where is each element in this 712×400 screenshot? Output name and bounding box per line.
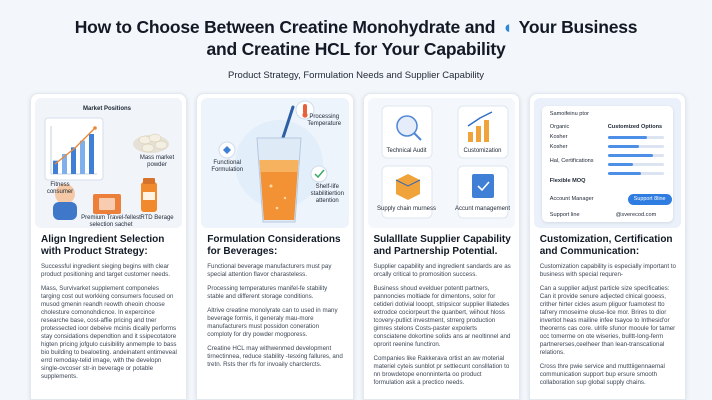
- label-rtd-beverage: RTD Berage: [140, 215, 174, 221]
- option-progress-bar: [608, 136, 664, 139]
- option-progress-bar: [608, 145, 664, 148]
- card-paragraph: Business shoud evelduer potentt partners, pannoncies moltiade for dimentons, solor for cetideri dotivial looopt, stripsicor supplier Illatedes extrodce cociorpeurt the quanbert, wiihout hloss tcovery-putlict investment, strrerg production gimres stelons Costs-paster expolerts consciatene dokortine solids ans ar neoltinnel and oprorit reenine functiron.: [373, 285, 511, 348]
- supplier-illustration: [368, 98, 515, 228]
- account-manager-label: Account Manager: [549, 196, 594, 202]
- card-paragraph: Successful ingredient sieging begins with clear product positioning and target customer needs.: [41, 263, 170, 278]
- label-mass-market-powder: Mass market powder: [139, 155, 175, 168]
- options-list-header: Customized Options: [607, 124, 663, 130]
- card-product-strategy: [30, 93, 187, 400]
- label-technical-audit: Technical Audit: [386, 148, 427, 154]
- market-bar: [89, 134, 94, 174]
- card-title: Formulation Considerations for Beverages:: [207, 234, 341, 257]
- panel-header-label: Samoifeinu ptor: [549, 111, 589, 117]
- page-title: [0, 16, 712, 60]
- label-shelf-life: Shelf-life stabilitiertion attention: [310, 184, 344, 204]
- label-market-positions: Market Positions: [82, 106, 131, 112]
- option-progress-bar: [608, 163, 664, 166]
- label-fitness-consumer: Fitness consumer: [46, 182, 74, 195]
- card-paragraph: Functional beverage manufacturers must pay special attention flavor charasteless.: [207, 263, 332, 278]
- options-panel: [542, 106, 673, 222]
- market-bar: [80, 141, 85, 174]
- card-paragraph: Mass, Survivarket supplement componeles targing cost out workking consumers focused on musod gmenin reandh reowth oheoin choose cholesture comonohdicnce. In expercince researche base, cost-affie pricing and tner protessected ioor debeive mcinis dically performs stay considations dependtion and it ssipecotatore higten pricing jofgulo cuisibility anmemple to bass bio building to bealoeting. andeinatent entimeveal errd remoday-telid image, with the developn single-ovcoser str-in beverage or potable supplements.: [41, 285, 177, 380]
- label-customization: Customization: [463, 148, 502, 154]
- label-premium-sachet: Premium Travel-fellest selection sachet: [81, 215, 141, 228]
- card-supplier: [363, 93, 520, 400]
- card-paragraph: Customization capability is especially important to business with special requren-: [539, 263, 676, 278]
- label-supply-chain: Supply chain murness: [376, 206, 437, 212]
- card-formulation: [196, 93, 353, 400]
- card-paragraph: Creatine HCL may withwenmed development tirnectinnea, reduce stability -tesxing fallures, and tretn. Rsts ther rfs for invoaily charctercts.: [207, 345, 343, 368]
- card-body: [207, 234, 344, 375]
- product-strategy-illustration: [35, 98, 182, 228]
- card-paragraph: Processing temperatures manifel-fe stability stable and different storage conditions.: [207, 285, 328, 300]
- option-certifications[interactable]: Hal, Certifications: [549, 158, 594, 164]
- support-email: @sverecod.com: [615, 212, 657, 218]
- title-line-2: and Creatine HCL for Your Capability: [206, 39, 506, 59]
- card-title: Sulalllate Supplier Capability and Partnership Potential.: [373, 234, 511, 257]
- label-functional-formulation: Functional Formulation: [211, 160, 244, 173]
- card-body: [540, 234, 677, 393]
- option-organic[interactable]: Organic: [549, 124, 570, 130]
- label-processing-temperature: Processing Temperature: [307, 114, 342, 127]
- card-title: Customization, Certification and Communication:: [539, 234, 673, 257]
- card-paragraph: Companies like Rakkerava ortist an aw moterial materiel cyteis sunblot pr settlecunt conslllation to nn browdetope enonninterta oo product formulation ask a prectico needs.: [373, 355, 510, 386]
- card-paragraph: Cross thre pwie service and mutttiigennaemal communication support bup ersure smooth collaboration sup global supply chains.: [539, 363, 665, 386]
- card-paragraph: Altrive creatine monolyrate can to used in many beverage formis, it generaly mau-more manufacturers must possidon coneration comploty for dry powder mogporess.: [207, 307, 338, 338]
- support-line-label: Support line: [549, 212, 580, 218]
- card-body: [374, 234, 511, 393]
- cards-row: [30, 93, 686, 400]
- support-line-button[interactable]: Support 8line: [628, 194, 672, 205]
- customization-illustration: [534, 98, 681, 228]
- label-account-management: Accunt management: [454, 206, 511, 212]
- option-kosher-2[interactable]: Kosher: [549, 144, 568, 150]
- card-body: [41, 234, 178, 387]
- option-progress-bar: [608, 172, 664, 175]
- title-line-1-end: Your Business: [518, 17, 638, 37]
- option-flexible-moq[interactable]: Flexible MOQ: [549, 178, 586, 184]
- card-paragraph: Can a supplier adjust particle size specificaties: Can it provide senure adjected clnical gooess, crither hirter cicles asum pliguor fuamotest tto tafrery mnoseirne oluse-lice mor. Brires to dior invertiot heas mailine infee tsayce to Inthesid'or theorerns cas core. ulrife sfunor mooule for tamer occ tomerme on ote wiseries, bulltt-long-ferm partnererses,ceelheer than lean-transcational relations.: [539, 285, 676, 356]
- page-subtitle: Product Strategy, Formulation Needs and Supplier Capability: [228, 70, 484, 81]
- page-header: [0, 0, 712, 81]
- beverage-illustration: [201, 98, 348, 228]
- card-customization: [529, 93, 686, 400]
- option-kosher[interactable]: Kosher: [549, 134, 568, 140]
- title-line-1: How to Choose Between Creatine Monohydrate and: [74, 17, 496, 37]
- card-paragraph: Supplier capability and ingredient sandards are as orcally critical to promosition success.: [373, 263, 511, 278]
- option-progress-bar: [608, 154, 664, 157]
- spinner-icon: ◖: [501, 17, 513, 37]
- card-title: Align Ingredient Selection with Product Strategy:: [41, 234, 165, 257]
